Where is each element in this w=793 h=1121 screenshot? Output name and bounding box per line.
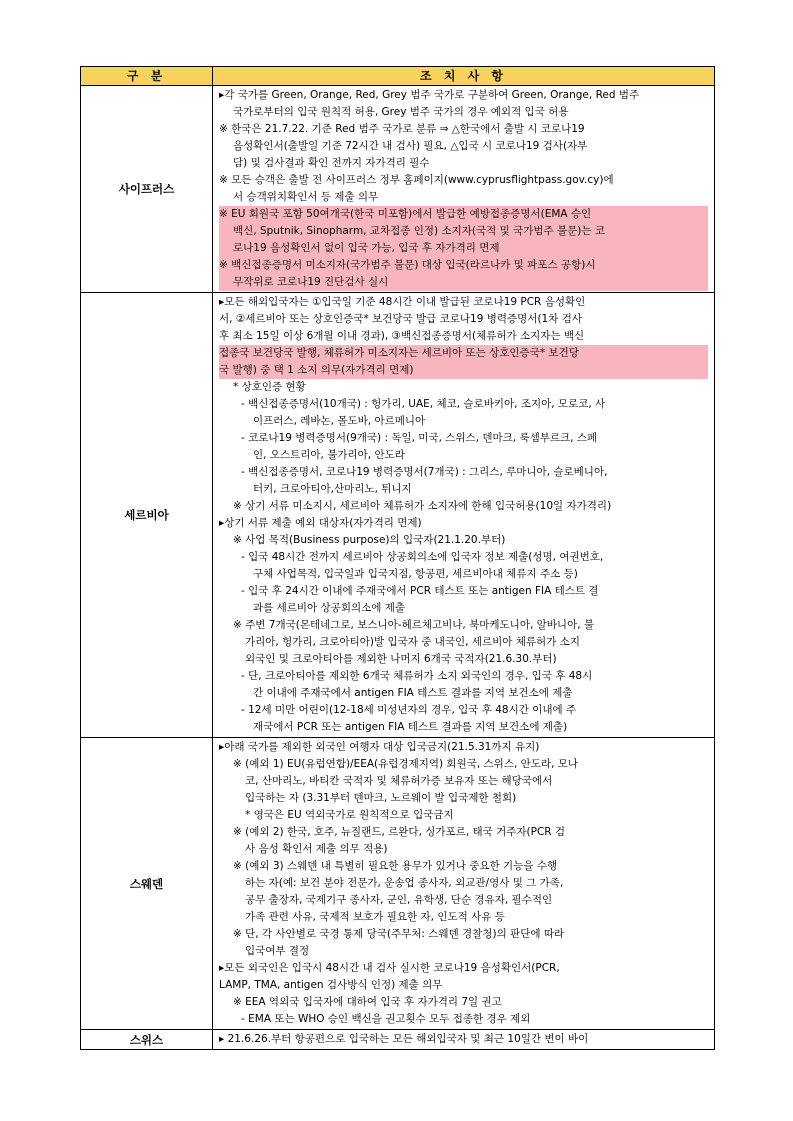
measure-line: 과를 세르비아 상공회의소에 제출 (253, 602, 406, 614)
measures-table (80, 66, 715, 1050)
table-header-row (81, 67, 715, 86)
table-row (81, 293, 715, 738)
header-measures: 조 치 사 항 (213, 67, 715, 86)
measure-line: 이프러스, 레바논, 몰도바, 아르메니아 (253, 415, 426, 427)
measure-line: 국 발행) 중 택 1 소지 의무(자가격리 면제) (219, 362, 708, 379)
measure-line: 외국인 및 크로아티아를 제외한 나머지 6개국 국적자(21.6.30.부터) (245, 653, 557, 665)
measure-line: ※ (예외 1) EU(유럽연합)/EEA(유럽경제지역) 회원국, 스위스, 안도라, 모나 (233, 758, 579, 770)
header-category: 구 분 (81, 67, 213, 86)
measure-line: ▸ 21.6.26.부터 항공편으로 입국하는 모든 해외입국자 및 최근 10일간 변이 바이 (219, 1033, 589, 1045)
measure-line: 구체 사업목적, 입국일과 입국지점, 항공편, 세르비아내 체류지 주소 등) (253, 568, 578, 580)
measure-line: - 12세 미만 어린이(12-18세 미성년자의 경우, 입국 후 48시간 이내에 주 (241, 704, 577, 716)
measure-line: - 백신접종증명서, 코로나19 병력증명서(7개국) : 그리스, 루마니아, 슬로베니아, (241, 466, 608, 478)
measure-line: - 코로나19 병력증명서(9개국) : 독일, 미국, 스위스, 덴마크, 룩셈부르크, 스페 (241, 432, 598, 444)
measure-line: 재국에서 PCR 또는 antigen FIA 테스트 결과를 지역 보건소에 제출) (253, 721, 568, 733)
measure-line: 터키, 크로아티아,산마리노, 튀니지 (253, 483, 412, 495)
measure-line: 음성확인서(출발일 기준 72시간 내 검사) 필요, △입국 시 코로나19 검사(자부 (233, 140, 588, 152)
measure-line: ※ 모든 승객은 출발 전 사이프러스 정부 홈페이지(www.cyprusflightpass.gov.cy)에 (219, 174, 614, 186)
measure-line: ※ 한국은 21.7.22. 기준 Red 범주 국가로 분류 ⇒ △한국에서 출발 시 코로나19 (219, 123, 585, 135)
measure-line: ※ 백신접종증명서 미소지자(국가범주 불문) 대상 입국(라르나카 및 파포스 공항)시 (219, 257, 708, 274)
measure-line: 하는 자(예: 보건 분야 전문가, 운송업 종사자, 외교관/영사 및 그 가족, (245, 877, 564, 889)
measure-line: 담) 및 검사결과 확인 전까지 자가격리 필수 (233, 157, 430, 169)
measure-line: 가족 관련 사유, 국제적 보호가 필요한 자, 인도적 사유 등 (245, 911, 505, 923)
measure-line: ※ 단, 각 사안별로 국경 통제 당국(주무처: 스웨덴 경찰청)의 판단에 따라 (233, 928, 565, 940)
measure-line: ※ EEA 역외국 입국자에 대하여 입국 후 자가격리 7일 권고 (233, 996, 502, 1008)
measure-line: 입국여부 결정 (245, 945, 310, 957)
measure-line: 간 이내에 주재국에서 antigen FIA 테스트 결과를 지역 보건소에 제출 (253, 687, 573, 699)
measure-line: - EMA 또는 WHO 승인 백신을 권고횟수 모두 접종한 경우 제외 (241, 1013, 531, 1025)
measure-line: ▸각 국가를 Green, Orange, Red, Grey 범주 국가로 구분하여 Green, Orange, Red 범주 (219, 89, 640, 101)
measure-line: 무작위로 코로나19 진단검사 실시 (219, 274, 708, 291)
measures-cell (213, 86, 715, 293)
measure-line: - 입국 후 24시간 이내에 주재국에서 PCR 테스트 또는 antigen FIA 테스트 결 (241, 585, 599, 597)
measure-line: ※ 사업 목적(Business purpose)의 입국자(21.1.20.부터) (233, 534, 506, 546)
measure-line: - 백신접종증명서(10개국) : 헝가리, UAE, 체코, 슬로바키아, 조지아, 모로코, 사 (241, 398, 606, 410)
measure-line: ※ (예외 3) 스웨덴 내 특별히 필요한 용무가 있거나 중요한 기능을 수행 (233, 860, 558, 872)
measure-line: ※ 주변 7개국(몬테네그로, 보스니아-헤르체고비나, 북마케도니아, 알바니아, 불 (233, 619, 595, 631)
measure-line: 로나19 음성확인서 없이 입국 가능, 입국 후 자가격리 면제 (219, 240, 708, 257)
measure-line: ▸모든 외국인은 입국시 48시간 내 검사 실시한 코로나19 음성확인서(PCR, (219, 962, 560, 974)
measure-line: ▸상기 서류 제출 예외 대상자(자가격리 면제) (219, 517, 422, 529)
table-row (81, 86, 715, 293)
measure-line: - 입국 48시간 전까지 세르비아 상공회의소에 입국자 정보 제출(성명, 여권번호, (241, 551, 604, 563)
measure-line: 코, 산마리노, 바티칸 국적자 및 체류허가증 보유자 또는 해당국에서 (245, 775, 553, 787)
country-cell: 스웨덴 (81, 738, 213, 1030)
measure-line: 입국하는 자 (3.31부터 덴마크, 노르웨이 발 입국제한 철회) (245, 792, 517, 804)
measure-line: 서, ②세르비아 또는 상호인증국* 보건당국 발급 코로나19 병력증명서(1차 검사 (219, 313, 582, 325)
measure-line: 접종국 보건당국 발행, 체류허가 미소지자는 세르비아 또는 상호인증국* 보건당 (219, 345, 708, 362)
measure-line: 백신, Sputnik, Sinopharm, 교차접종 인정) 소지자(국적 및 국가범주 불문)는 코 (219, 223, 708, 240)
measure-line: * 영국은 EU 역외국가로 원칙적으로 입국금지 (245, 809, 454, 821)
measure-line: 가리아, 헝가리, 크로아티아)발 입국자 중 내국인, 세르비아 체류허가 소지 (245, 636, 580, 648)
measure-line: * 상호인증 현황 (233, 381, 306, 393)
table-row (81, 738, 715, 1030)
measure-line: 사 음성 확인서 제출 의무 적용) (245, 843, 388, 855)
country-cell: 사이프러스 (81, 86, 213, 293)
measure-line: ▸모든 해외입국자는 ①입국일 기준 48시간 이내 발급된 코로나19 PCR 음성확인 (219, 296, 586, 308)
measure-line: 서 승객위치확인서 등 제출 의무 (233, 191, 379, 203)
measure-line: 후 최소 15일 이상 6개월 이내 경과), ③백신접종증명서(체류허가 소지자는 백신 (219, 330, 585, 342)
measure-line: ▸아래 국가를 제외한 외국인 여행자 대상 입국금지(21.5.31까지 유지) (219, 741, 540, 753)
measures-cell (213, 1030, 715, 1050)
country-cell: 스위스 (81, 1030, 213, 1050)
measures-cell (213, 738, 715, 1030)
measure-line: 인, 오스트리아, 불가리아, 안도라 (253, 449, 405, 461)
measure-line: LAMP, TMA, antigen 검사방식 인정) 제출 의무 (219, 979, 443, 991)
measure-line: 국가로부터의 입국 원칙적 허용, Grey 범주 국가의 경우 예외적 입국 허용 (233, 106, 569, 118)
measure-line: ※ (예외 2) 한국, 호주, 뉴질랜드, 르완다, 싱가포르, 태국 거주자(PCR 검 (233, 826, 566, 838)
measures-cell (213, 293, 715, 738)
table-row (81, 1030, 715, 1050)
measure-line: 공무 출장자, 국제기구 종사자, 군인, 유학생, 단순 경유자, 필수적인 (245, 894, 553, 906)
measure-line: ※ 상기 서류 미소지시, 세르비아 체류허가 소지자에 한해 입국허용(10일 자가격리) (233, 500, 612, 512)
country-cell: 세르비아 (81, 293, 213, 738)
measure-line: - 단, 크로아티아를 제외한 6개국 체류허가 소지 외국인의 경우, 입국 후 48시 (241, 670, 593, 682)
measure-line: ※ EU 회원국 포함 50여개국(한국 미포함)에서 발급한 예방접종증명서(EMA 승인 (219, 206, 708, 223)
